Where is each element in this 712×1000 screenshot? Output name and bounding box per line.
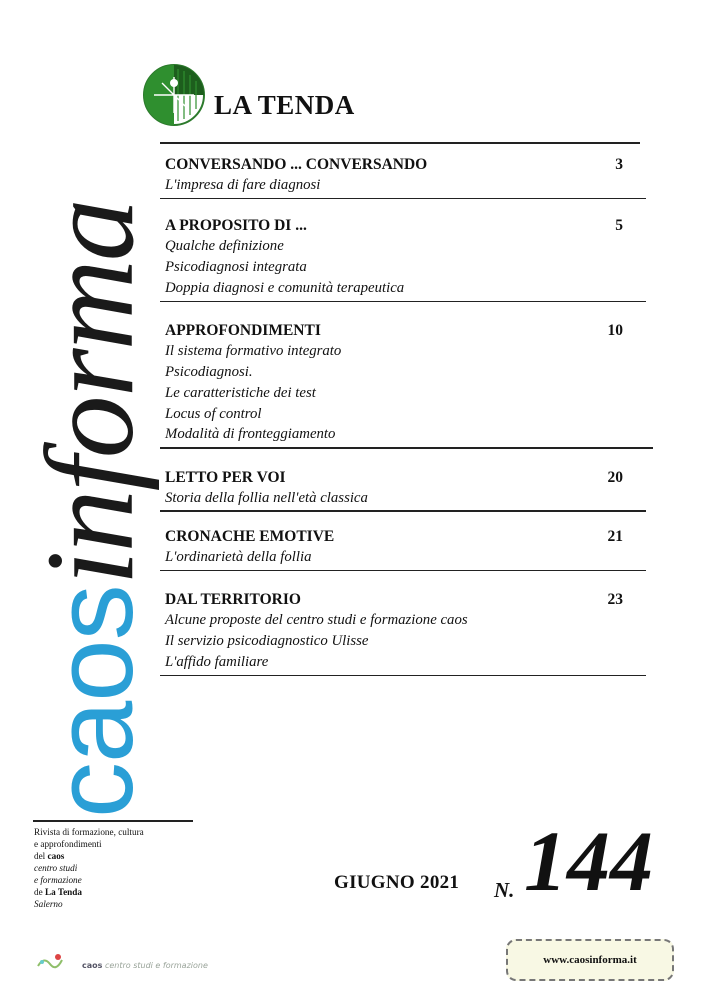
section-item: L'impresa di fare diagnosi bbox=[165, 177, 321, 193]
imprint-line: centro studi bbox=[34, 863, 78, 873]
section-title: APPROFONDIMENTI bbox=[165, 322, 321, 340]
section-item: Alcune proposte del centro studi e formazione caos bbox=[165, 612, 468, 629]
toc-section bbox=[165, 302, 641, 448]
toc-section bbox=[165, 199, 641, 302]
imprint-line: Salerno bbox=[34, 899, 63, 909]
section-title: A PROPOSITO DI ... bbox=[165, 217, 307, 235]
toc-section bbox=[165, 512, 641, 571]
section-item: L'ordinarietà della follia bbox=[165, 548, 312, 565]
imprint-bold: La Tenda bbox=[44, 887, 82, 897]
section-item: Locus of control bbox=[165, 405, 262, 422]
section-page: 5 bbox=[615, 217, 623, 235]
brand-name: LA TENDA bbox=[214, 90, 355, 120]
toc-section bbox=[165, 144, 641, 199]
issue-date: GIUGNO 2021 bbox=[334, 872, 460, 893]
imprint-line: e formazione bbox=[34, 875, 82, 885]
section-rule bbox=[160, 675, 646, 677]
imprint-line bbox=[34, 850, 194, 862]
section-page: 10 bbox=[607, 322, 623, 340]
issue-prefix: N. bbox=[494, 878, 515, 902]
footer-org-bold: caos bbox=[82, 961, 103, 970]
website-link[interactable]: www.caosinforma.it bbox=[543, 954, 637, 966]
issue-number: 144 bbox=[524, 813, 653, 909]
section-page: 21 bbox=[607, 527, 623, 545]
imprint-line: Rivista di formazione, cultura bbox=[34, 827, 144, 837]
section-title: LETTO PER VOI bbox=[165, 468, 286, 486]
table-of-contents bbox=[165, 144, 641, 676]
section-item: Le caratteristiche dei test bbox=[165, 384, 316, 401]
section-item: L'affido familiare bbox=[165, 653, 269, 670]
imprint-bold: caos bbox=[47, 851, 65, 861]
section-page: 20 bbox=[607, 468, 623, 486]
imprint-line bbox=[34, 886, 194, 898]
toc-section bbox=[165, 571, 641, 676]
section-item: Psicodiagnosi. bbox=[165, 363, 253, 380]
la-tenda-logo-icon bbox=[142, 63, 206, 127]
section-item: Storia della follia nell'età classica bbox=[165, 489, 368, 506]
section-page: 3 bbox=[615, 156, 623, 173]
caos-logo-icon bbox=[36, 952, 64, 970]
section-item: Doppia diagnosi e comunità terapeutica bbox=[165, 279, 405, 296]
masthead bbox=[21, 58, 160, 818]
masthead-caos: caos bbox=[31, 585, 156, 818]
section-item: Psicodiagnosi integrata bbox=[165, 259, 307, 276]
imprint-text: de bbox=[34, 887, 43, 897]
section-item: Modalità di fronteggiamento bbox=[165, 426, 336, 443]
imprint-text: del bbox=[34, 851, 46, 861]
imprint bbox=[34, 826, 194, 910]
section-page: 23 bbox=[607, 591, 623, 609]
footer-org-rest: centro studi e formazione bbox=[104, 961, 208, 970]
imprint-rule bbox=[33, 820, 193, 822]
section-item: Il sistema formativo integrato bbox=[165, 343, 342, 360]
imprint-line: e approfondimenti bbox=[34, 839, 102, 849]
section-title: DAL TERRITORIO bbox=[165, 591, 301, 609]
masthead-informa: informa bbox=[21, 200, 160, 586]
toc-section bbox=[165, 449, 641, 512]
website-badge[interactable] bbox=[506, 939, 674, 981]
footer-org bbox=[82, 961, 208, 970]
section-title: CONVERSANDO ... CONVERSANDO bbox=[165, 156, 428, 173]
section-item: Il servizio psicodiagnostico Ulisse bbox=[165, 633, 369, 650]
section-title: CRONACHE EMOTIVE bbox=[165, 527, 335, 545]
section-item: Qualche definizione bbox=[165, 238, 284, 255]
